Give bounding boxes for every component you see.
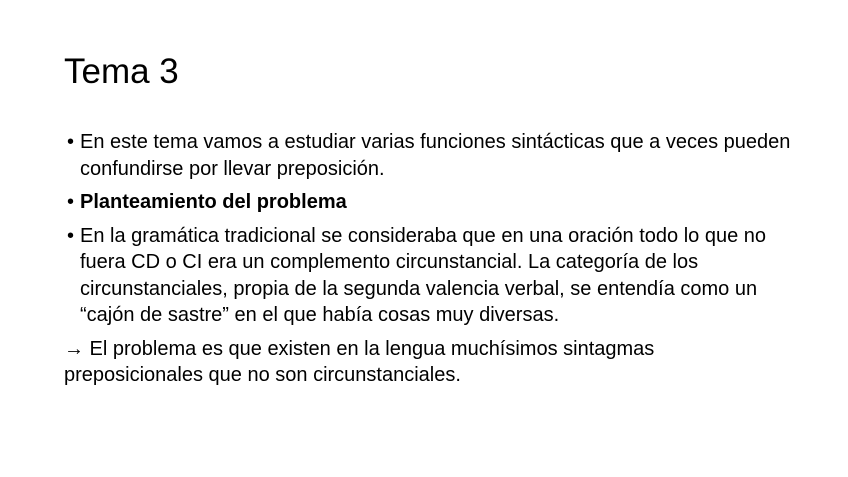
bullet-item-heading (64, 189, 794, 216)
slide-body (64, 129, 794, 389)
bullet-text: En este tema vamos a estudiar varias funciones sintácticas que a veces pueden confundirse por llevar preposición. (80, 131, 791, 180)
bullet-item (64, 223, 794, 329)
slide-title: Tema 3 (64, 52, 179, 91)
bullet-text: En la gramática tradicional se consideraba que en una oración todo lo que no fuera CD o CI era un complemento circunstancial. La categoría de los circunstanciales, propia de la segunda valencia verbal, se entendía como un “cajón de sastre” en el que había cosas muy diversas. (80, 224, 767, 326)
bullet-symbol: • (67, 131, 75, 153)
bullet-heading-text: Planteamiento del problema (80, 191, 347, 213)
bullet-item (64, 129, 794, 182)
bullet-symbol: • (67, 224, 75, 247)
conclusion-paragraph: → El problema es que existen en la lengua muchísimos sintagmas preposicionales que no son circunstanciales. (64, 337, 655, 386)
bullet-symbol: • (67, 191, 75, 213)
